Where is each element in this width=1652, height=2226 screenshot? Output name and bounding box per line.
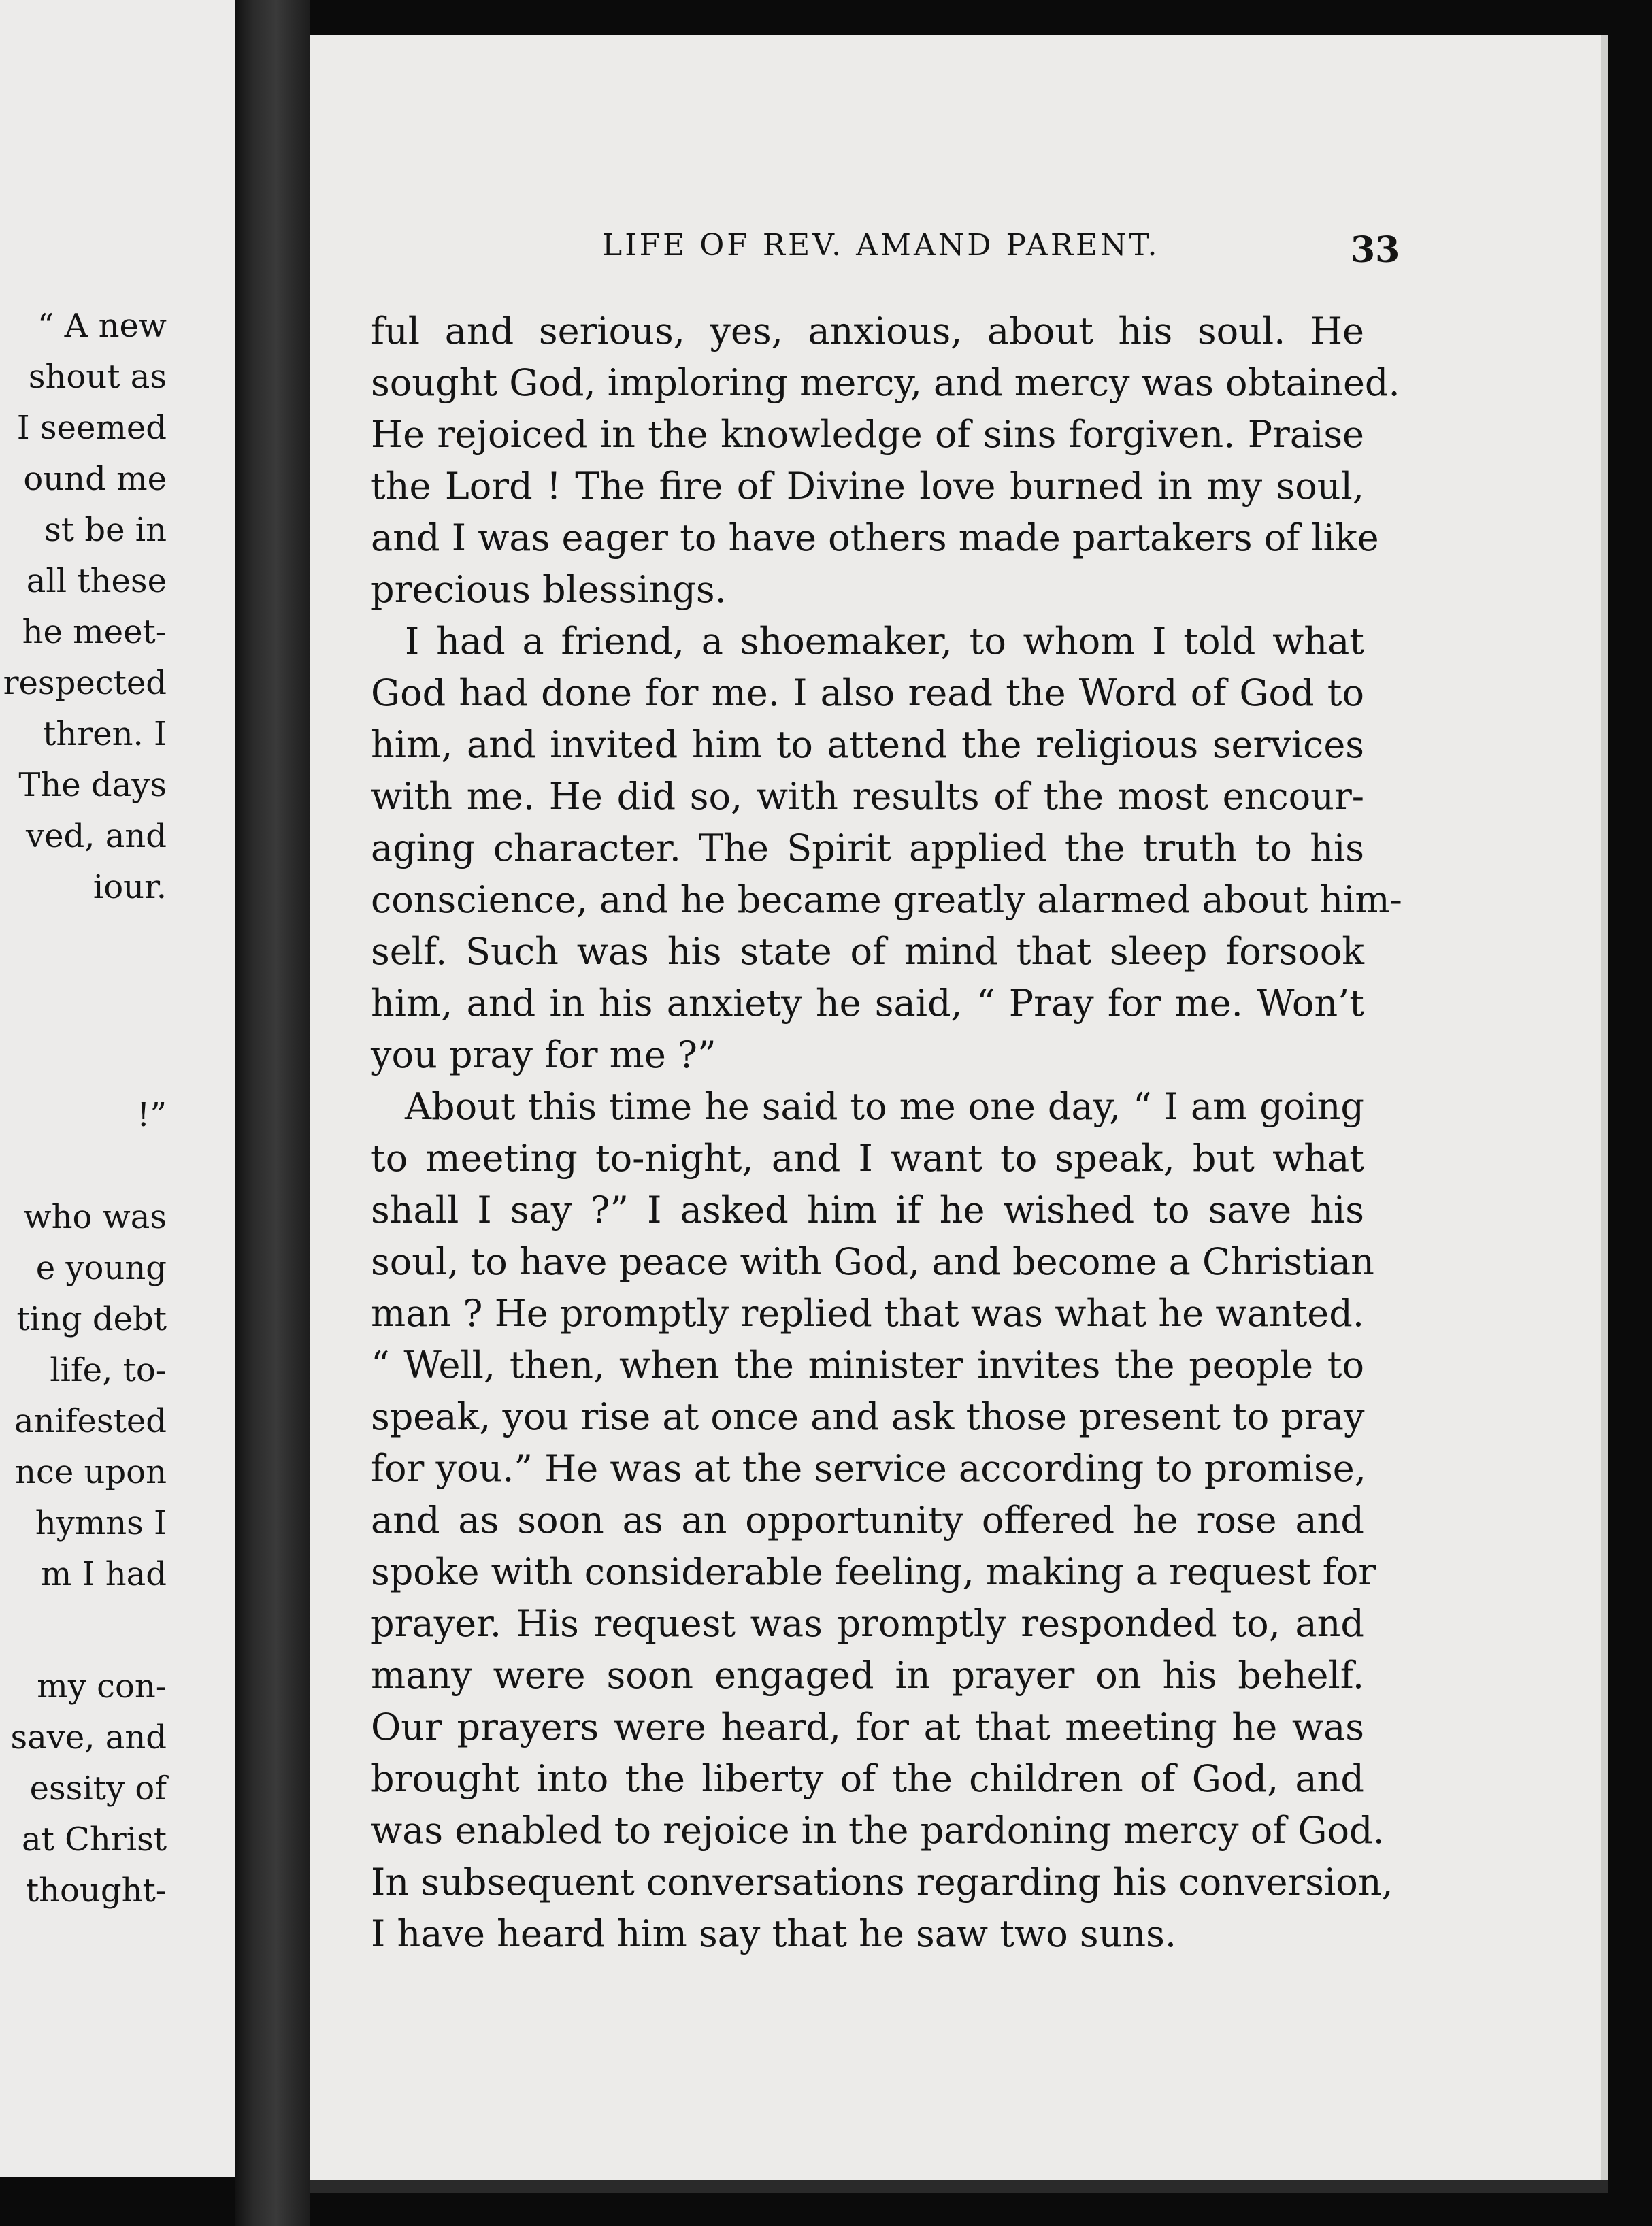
body-line: In subsequent conversations regarding his conversion, (371, 1861, 1393, 1904)
body-line: brought into the liberty of the children of God, and (371, 1757, 1364, 1800)
body-line: speak, you rise at once and ask those present to pray (371, 1395, 1365, 1438)
body-line: I have heard him say that he saw two suns. (371, 1912, 1177, 1955)
left-page-line: my con- (37, 1667, 167, 1706)
running-head: LIFE OF REV. AMAND PARENT. (602, 228, 1160, 263)
left-page-line: hymns I (35, 1504, 167, 1542)
body-line: I had a friend, a shoemaker, to whom I told what (405, 620, 1364, 663)
left-page-line: “ A new (37, 307, 167, 345)
body-line: He rejoiced in the knowledge of sins forgiven. Praise (371, 413, 1364, 456)
body-line: with me. He did so, with results of the most encour- (371, 775, 1364, 818)
left-page-line: thren. I (43, 715, 167, 753)
left-page-line: st be in (44, 511, 167, 549)
body-line: self. Such was his state of mind that sleep forsook (371, 930, 1364, 973)
body-line: the Lord ! The fire of Divine love burned in my soul, (371, 465, 1364, 508)
body-line: God had done for me. I also read the Word of God to (371, 671, 1364, 714)
body-line: and as soon as an opportunity offered he rose and (371, 1499, 1364, 1542)
left-page-line: ound me (23, 460, 167, 498)
body-line: conscience, and he became greatly alarmed about him- (371, 878, 1402, 921)
left-page (0, 0, 237, 2177)
book-spine-shadow (235, 0, 310, 2226)
body-line: sought God, imploring mercy, and mercy was obtained. (371, 361, 1400, 404)
left-page-line: all these (26, 562, 167, 600)
left-page-line: who was (23, 1198, 167, 1236)
left-page-line: nce upon (15, 1453, 167, 1491)
left-page-line: shout as (28, 358, 167, 396)
page-bottom-shadow (310, 2180, 1608, 2193)
body-line: Our prayers were heard, for at that meeting he was (371, 1706, 1364, 1748)
body-line: spoke with considerable feeling, making a request for (371, 1550, 1376, 1593)
body-line: soul, to have peace with God, and become a Christian (371, 1240, 1374, 1283)
body-line: was enabled to rejoice in the pardoning mercy of God. (371, 1809, 1385, 1852)
left-page-line: essity of (29, 1770, 167, 1808)
body-line: you pray for me ?” (371, 1033, 716, 1076)
left-page-line: ved, and (25, 817, 167, 855)
body-line: and I was eager to have others made partakers of like (371, 516, 1379, 559)
left-page-line: he meet- (22, 613, 167, 651)
left-page-line: iour. (93, 868, 167, 906)
left-page-line: thought- (25, 1872, 167, 1910)
left-page-line: m I had (40, 1555, 167, 1593)
body-line: prayer. His request was promptly responded to, and (371, 1602, 1364, 1645)
left-page-line: life, to- (50, 1351, 167, 1389)
left-page-line: The days (18, 766, 167, 804)
left-page-line: anifested (14, 1402, 167, 1440)
page-number: 33 (1351, 229, 1400, 271)
body-line: aging character. The Spirit applied the truth to his (371, 827, 1364, 869)
body-line: many were soon engaged in prayer on his behelf. (371, 1654, 1364, 1697)
page-edge (1601, 35, 1608, 2180)
left-page-line: I seemed (16, 409, 167, 447)
right-page (310, 35, 1608, 2180)
body-line: him, and invited him to attend the religious services (371, 723, 1364, 766)
body-line: precious blessings. (371, 568, 727, 611)
left-page-line: at Christ (21, 1821, 167, 1859)
body-line: ful and serious, yes, anxious, about his soul. He (371, 310, 1364, 352)
body-line: to meeting to-night, and I want to speak, but what (371, 1137, 1364, 1180)
body-line: shall I say ?” I asked him if he wished to save his (371, 1189, 1364, 1231)
body-line: man ? He promptly replied that was what he wanted. (371, 1292, 1364, 1335)
left-page-line: !” (137, 1096, 167, 1134)
left-page-line: ting debt (16, 1300, 167, 1338)
left-page-line: save, and (10, 1718, 167, 1757)
body-line: for you.” He was at the service according to promise, (371, 1447, 1366, 1490)
left-page-line: e young (35, 1249, 167, 1287)
body-line: About this time he said to me one day, “ I am going (405, 1085, 1364, 1128)
body-line: him, and in his anxiety he said, “ Pray for me. Won’t (371, 982, 1364, 1025)
body-line: “ Well, then, when the minister invites the people to (371, 1344, 1364, 1386)
left-page-line: respected (3, 664, 167, 702)
